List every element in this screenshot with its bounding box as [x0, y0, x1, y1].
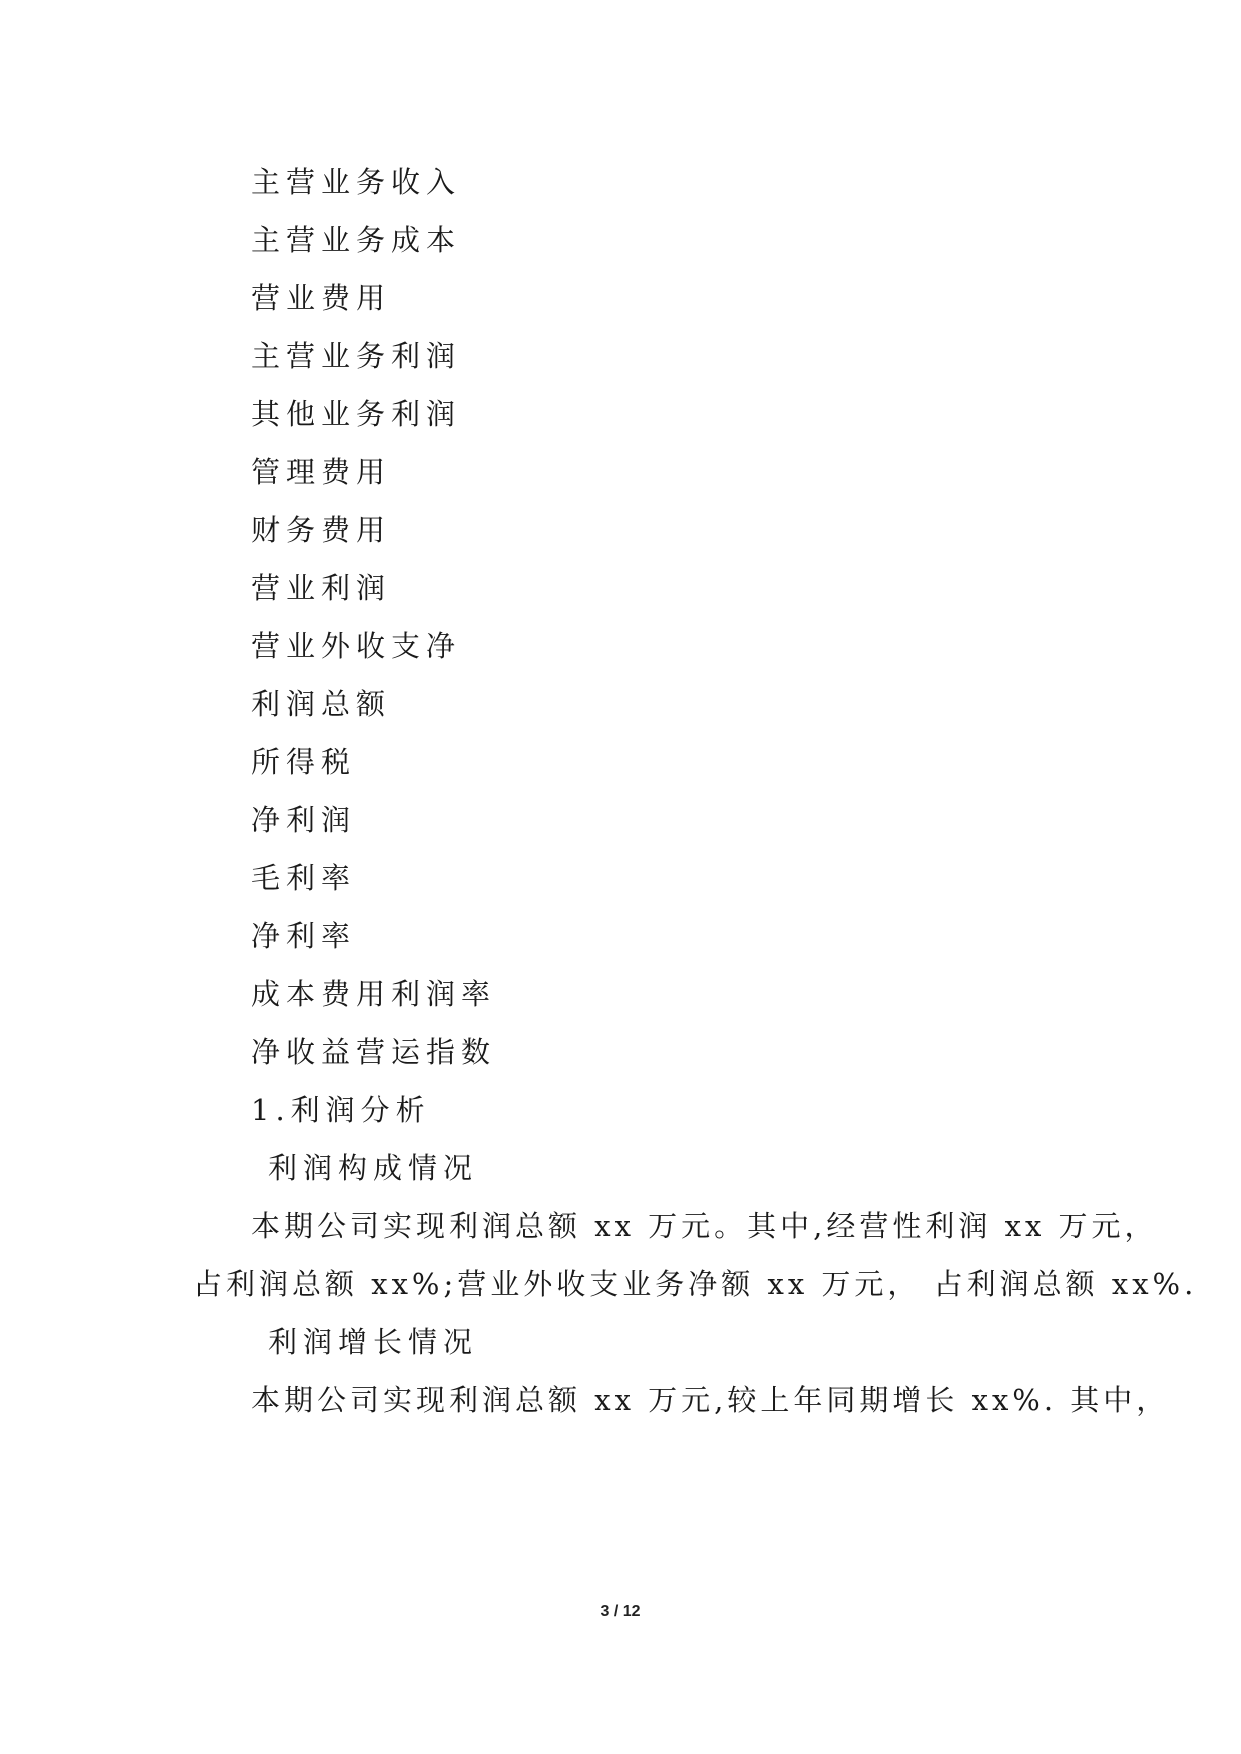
list-item: 主营业务收入	[251, 165, 462, 199]
paragraph-line: 占利润总额 xx%;营业外收支业务净额 xx 万元， 占利润总额 xx%.	[193, 1267, 1198, 1301]
list-item: 管理费用	[251, 455, 392, 489]
list-item: 净收益营运指数	[251, 1035, 497, 1069]
list-item: 净利润	[251, 803, 357, 837]
page-number: 3 / 12	[600, 1603, 641, 1620]
subheading-profit-growth: 利润增长情况	[268, 1325, 479, 1359]
list-item: 所得税	[251, 745, 357, 779]
list-item: 营业利润	[251, 571, 392, 605]
list-item: 净利率	[251, 919, 357, 953]
paragraph-line: 本期公司实现利润总额 xx 万元,较上年同期增长 xx%. 其中，	[251, 1383, 1170, 1417]
list-item: 营业外收支净	[251, 629, 462, 663]
section-heading: 1.利润分析	[251, 1093, 431, 1127]
list-item: 成本费用利润率	[251, 977, 497, 1011]
list-item: 主营业务成本	[251, 223, 462, 257]
subheading-profit-composition: 利润构成情况	[268, 1151, 479, 1185]
paragraph-line: 本期公司实现利润总额 xx 万元。其中,经营性利润 xx 万元，	[251, 1209, 1158, 1243]
list-item: 毛利率	[251, 861, 357, 895]
list-item: 财务费用	[251, 513, 392, 547]
list-item: 主营业务利润	[251, 339, 462, 373]
list-item: 营业费用	[251, 281, 392, 315]
list-item: 其他业务利润	[251, 397, 462, 431]
list-item: 利润总额	[251, 687, 392, 721]
